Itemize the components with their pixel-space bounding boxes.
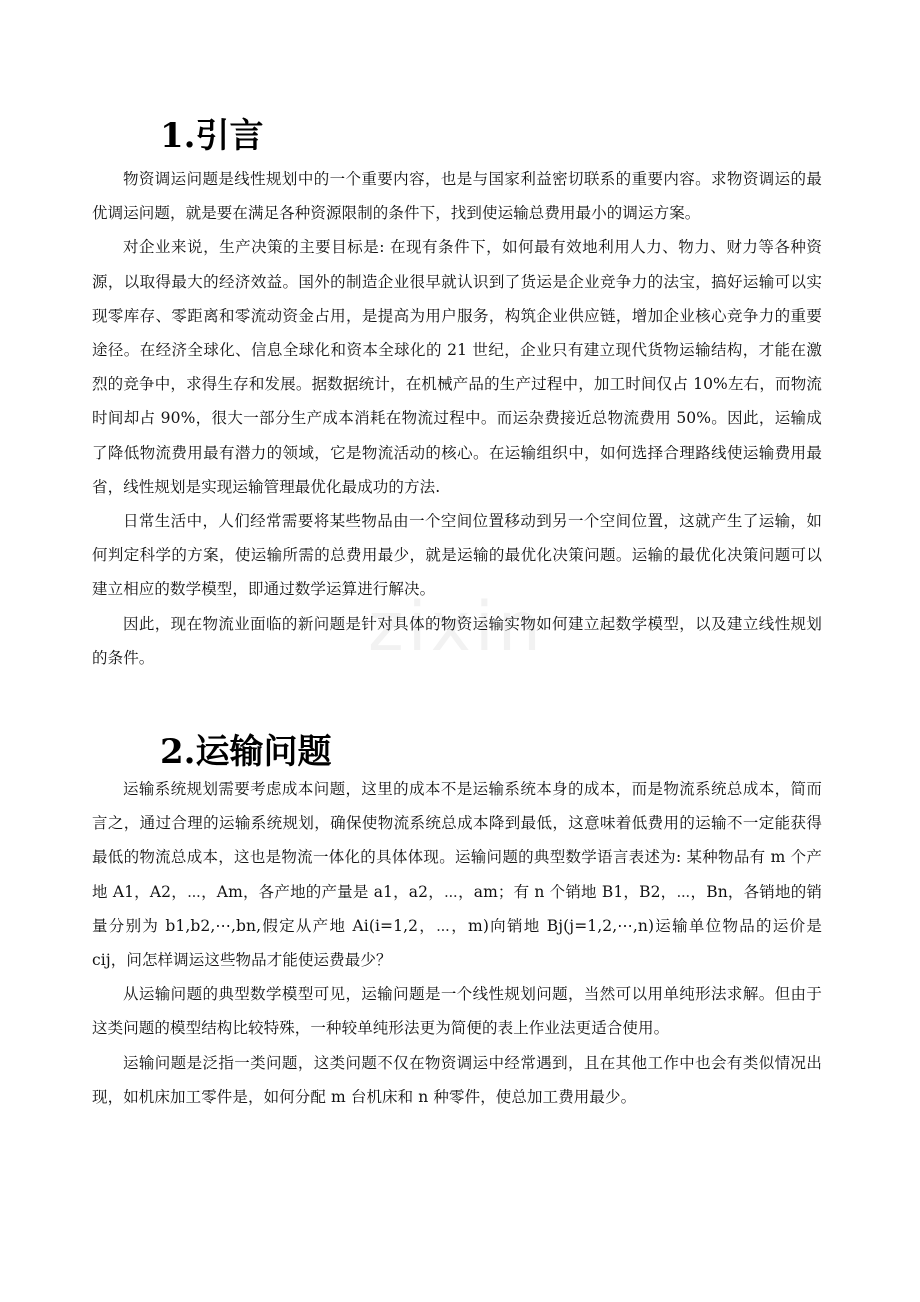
- section-2-paragraph-1: 运输系统规划需要考虑成本问题，这里的成本不是运输系统本身的成本，而是物流系统总成本，简而言之，通过合理的运输系统规划，确保使物流系统总成本降到最低，这意味着低费用的运输不一定能获得最低的物流总成本，这也是物流一体化的具体体现。运输问题的典型数学语言表述为: 某种物品有 m 个产地 A1，A2，⋯，Am，各产地的产量是 a1，a2，⋯，am；有 n 个销地 B1，B2，⋯，Bn，各销地的销量分别为 b1,b2,⋯,bn,假定从产地 Ai(i=1,2，⋯，m)向销地 Bj(j=1,2,⋯,n)运输单位物品的运价是 cij，问怎样调运这些物品才能使运费最少？: [92, 780, 822, 970]
- section-1-heading: 1.引言: [160, 116, 264, 156]
- section-2-heading: 2.运输问题: [160, 732, 332, 772]
- section-2-paragraph-3: 运输问题是泛指一类问题，这类问题不仅在物资调运中经常遇到，且在其他工作中也会有类似情况出现，如机床加工零件是，如何分配 m 台机床和 n 种零件，使总加工费用最少。: [92, 1053, 822, 1106]
- watermark: zixin: [368, 588, 545, 667]
- section-1-paragraph-1: 物资调运问题是线性规划中的一个重要内容，也是与国家利益密切联系的重要内容。求物资调运的最优调运问题，就是要在满足各种资源限制的条件下，找到使运输总费用最小的调运方案。: [92, 170, 822, 223]
- section-2-paragraph-2: 从运输问题的典型数学模型可见，运输问题是一个线性规划问题，当然可以用单纯形法求解。但由于这类问题的模型结构比较特殊，一种较单纯形法更为简便的表上作业法更适合使用。: [92, 985, 822, 1038]
- section-2-body: [92, 772, 822, 1114]
- section-1-paragraph-4: 因此，现在物流业面临的新问题是针对具体的物资运输实物如何建立起数学模型，以及建立线性规划的条件。: [92, 614, 822, 667]
- section-1-paragraph-3: 日常生活中，人们经常需要将某些物品由一个空间位置移动到另一个空间位置，这就产生了运输，如何判定科学的方案，使运输所需的总费用最少，就是运输的最优化决策问题。运输的最优化决策问题可以建立相应的数学模型，即通过数学运算进行解决。: [92, 512, 822, 599]
- section-1-paragraph-2: 对企业来说，生产决策的主要目标是: 在现有条件下，如何最有效地利用人力、物力、财力等各种资源，以取得最大的经济效益。国外的制造企业很早就认识到了货运是企业竞争力的法宝，搞好运输可以实现零库存、零距离和零流动资金占用，是提高为用户服务，构筑企业供应链，增加企业核心竞争力的重要途径。在经济全球化、信息全球化和资本全球化的 21 世纪，企业只有建立现代货物运输结构，才能在激烈的竞争中，求得生存和发展。据数据统计，在机械产品的生产过程中，加工时间仅占 10%左右，而物流时间却占 90%，很大一部分生产成本消耗在物流过程中。而运杂费接近总物流费用 50%。因此，运输成了降低物流费用最有潜力的领域，它是物流活动的核心。在运输组织中，如何选择合理路线使运输费用最省，线性规划是实现运输管理最优化最成功的方法.: [92, 238, 822, 496]
- section-1-body: [92, 162, 822, 675]
